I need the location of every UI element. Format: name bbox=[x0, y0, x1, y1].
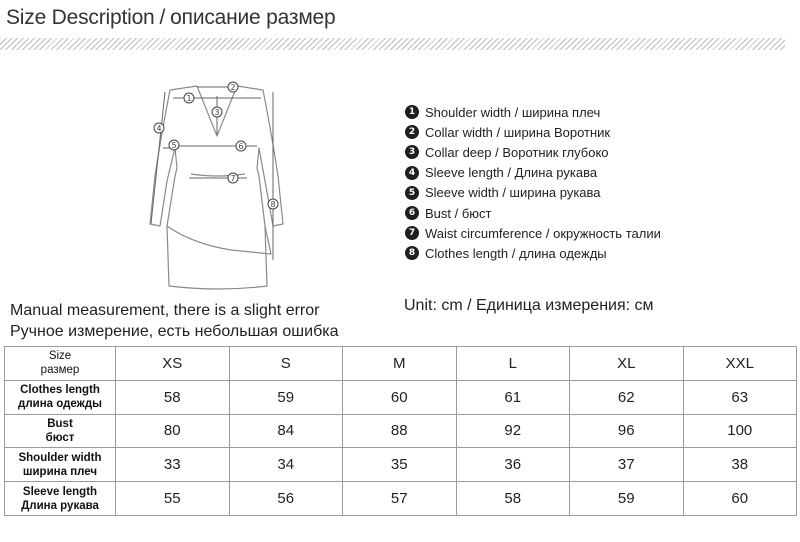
number-badge-icon: 7 bbox=[405, 226, 419, 240]
marker-6 bbox=[236, 141, 246, 151]
legend-label: Shoulder width / ширина плеч bbox=[425, 104, 601, 120]
svg-text:3: 3 bbox=[214, 108, 220, 117]
table-cell: 37 bbox=[570, 448, 684, 482]
size-header: M bbox=[343, 347, 457, 381]
table-cell: 33 bbox=[116, 448, 230, 482]
table-cell: 56 bbox=[229, 482, 343, 516]
svg-text:7: 7 bbox=[230, 174, 236, 183]
table-cell: 61 bbox=[456, 380, 570, 414]
table-cell: 84 bbox=[229, 414, 343, 448]
title-en: Size Description bbox=[6, 6, 155, 29]
legend-item bbox=[405, 102, 661, 122]
table-cell: 59 bbox=[229, 380, 343, 414]
legend-item bbox=[405, 243, 661, 263]
hatched-divider bbox=[0, 38, 785, 50]
marker-7 bbox=[228, 173, 238, 183]
number-badge-icon: 4 bbox=[405, 166, 419, 180]
table-cell: 96 bbox=[570, 414, 684, 448]
measurement-note bbox=[10, 300, 339, 342]
size-header: XL bbox=[570, 347, 684, 381]
legend-item bbox=[405, 163, 661, 183]
legend-item bbox=[405, 142, 661, 162]
svg-text:4: 4 bbox=[156, 124, 162, 133]
legend-item bbox=[405, 183, 661, 203]
number-badge-icon: 8 bbox=[405, 246, 419, 260]
size-header: XXL bbox=[683, 347, 797, 381]
number-badge-icon: 6 bbox=[405, 206, 419, 220]
table-cell: 60 bbox=[343, 380, 457, 414]
row-header: Shoulder width ширина плеч bbox=[5, 448, 116, 482]
number-badge-icon: 5 bbox=[405, 186, 419, 200]
svg-text:2: 2 bbox=[230, 83, 236, 92]
legend-label: Collar deep / Воротник глубоко bbox=[425, 144, 609, 160]
marker-1 bbox=[184, 93, 194, 103]
number-badge-icon: 3 bbox=[405, 145, 419, 159]
size-header: L bbox=[456, 347, 570, 381]
table-cell: 58 bbox=[456, 482, 570, 516]
svg-text:5: 5 bbox=[171, 141, 177, 150]
legend-label: Clothes length / длина одежды bbox=[425, 245, 607, 261]
table-cell: 92 bbox=[456, 414, 570, 448]
size-header: S bbox=[229, 347, 343, 381]
svg-text:6: 6 bbox=[238, 142, 244, 151]
legend-item bbox=[405, 203, 661, 223]
title-separator: / bbox=[159, 6, 166, 29]
table-row bbox=[5, 482, 797, 516]
table-cell: 58 bbox=[116, 380, 230, 414]
table-cell: 57 bbox=[343, 482, 457, 516]
table-row bbox=[5, 448, 797, 482]
table-cell: 62 bbox=[570, 380, 684, 414]
table-cell: 35 bbox=[343, 448, 457, 482]
number-badge-icon: 1 bbox=[405, 105, 419, 119]
table-cell: 36 bbox=[456, 448, 570, 482]
size-header: XS bbox=[116, 347, 230, 381]
row-header: Bust бюст bbox=[5, 414, 116, 448]
legend-item bbox=[405, 223, 661, 243]
table-row bbox=[5, 414, 797, 448]
table-cell: 63 bbox=[683, 380, 797, 414]
title-ru: описание размер bbox=[170, 6, 336, 29]
svg-text:1: 1 bbox=[186, 94, 192, 103]
table-cell: 38 bbox=[683, 448, 797, 482]
legend-label: Sleeve width / ширина рукава bbox=[425, 185, 601, 201]
unit-label: Unit: cm / Единица измерения: см bbox=[404, 297, 654, 314]
marker-3 bbox=[212, 107, 222, 117]
table-cell: 34 bbox=[229, 448, 343, 482]
legend-label: Waist circumference / окружность талии bbox=[425, 225, 661, 241]
number-badge-icon: 2 bbox=[405, 125, 419, 139]
measurement-legend bbox=[405, 102, 661, 264]
dress-measurement-diagram bbox=[133, 76, 293, 296]
table-cell: 55 bbox=[116, 482, 230, 516]
note-en: Manual measurement, there is a slight error bbox=[10, 302, 320, 319]
svg-text:8: 8 bbox=[270, 200, 276, 209]
table-row bbox=[5, 380, 797, 414]
marker-2 bbox=[228, 82, 238, 92]
table-cell: 80 bbox=[116, 414, 230, 448]
table-cell: 60 bbox=[683, 482, 797, 516]
row-header: Clothes length длина одежды bbox=[5, 380, 116, 414]
table-header-row bbox=[5, 347, 797, 381]
table-cell: 100 bbox=[683, 414, 797, 448]
size-chart-table bbox=[4, 346, 797, 516]
corner-header: Size размер bbox=[5, 347, 116, 381]
page-title bbox=[6, 6, 336, 30]
legend-item bbox=[405, 122, 661, 142]
marker-5 bbox=[169, 140, 179, 150]
row-header: Sleeve length Длина рукава bbox=[5, 482, 116, 516]
note-ru: Ручное измерение, есть небольшая ошибка bbox=[10, 323, 339, 340]
marker-4 bbox=[154, 123, 164, 133]
marker-8 bbox=[268, 199, 278, 209]
legend-label: Sleeve length / Длина рукава bbox=[425, 165, 598, 181]
table-cell: 88 bbox=[343, 414, 457, 448]
legend-label: Collar width / ширина Воротник bbox=[425, 124, 611, 140]
legend-label: Bust / бюст bbox=[425, 205, 492, 221]
table-cell: 59 bbox=[570, 482, 684, 516]
